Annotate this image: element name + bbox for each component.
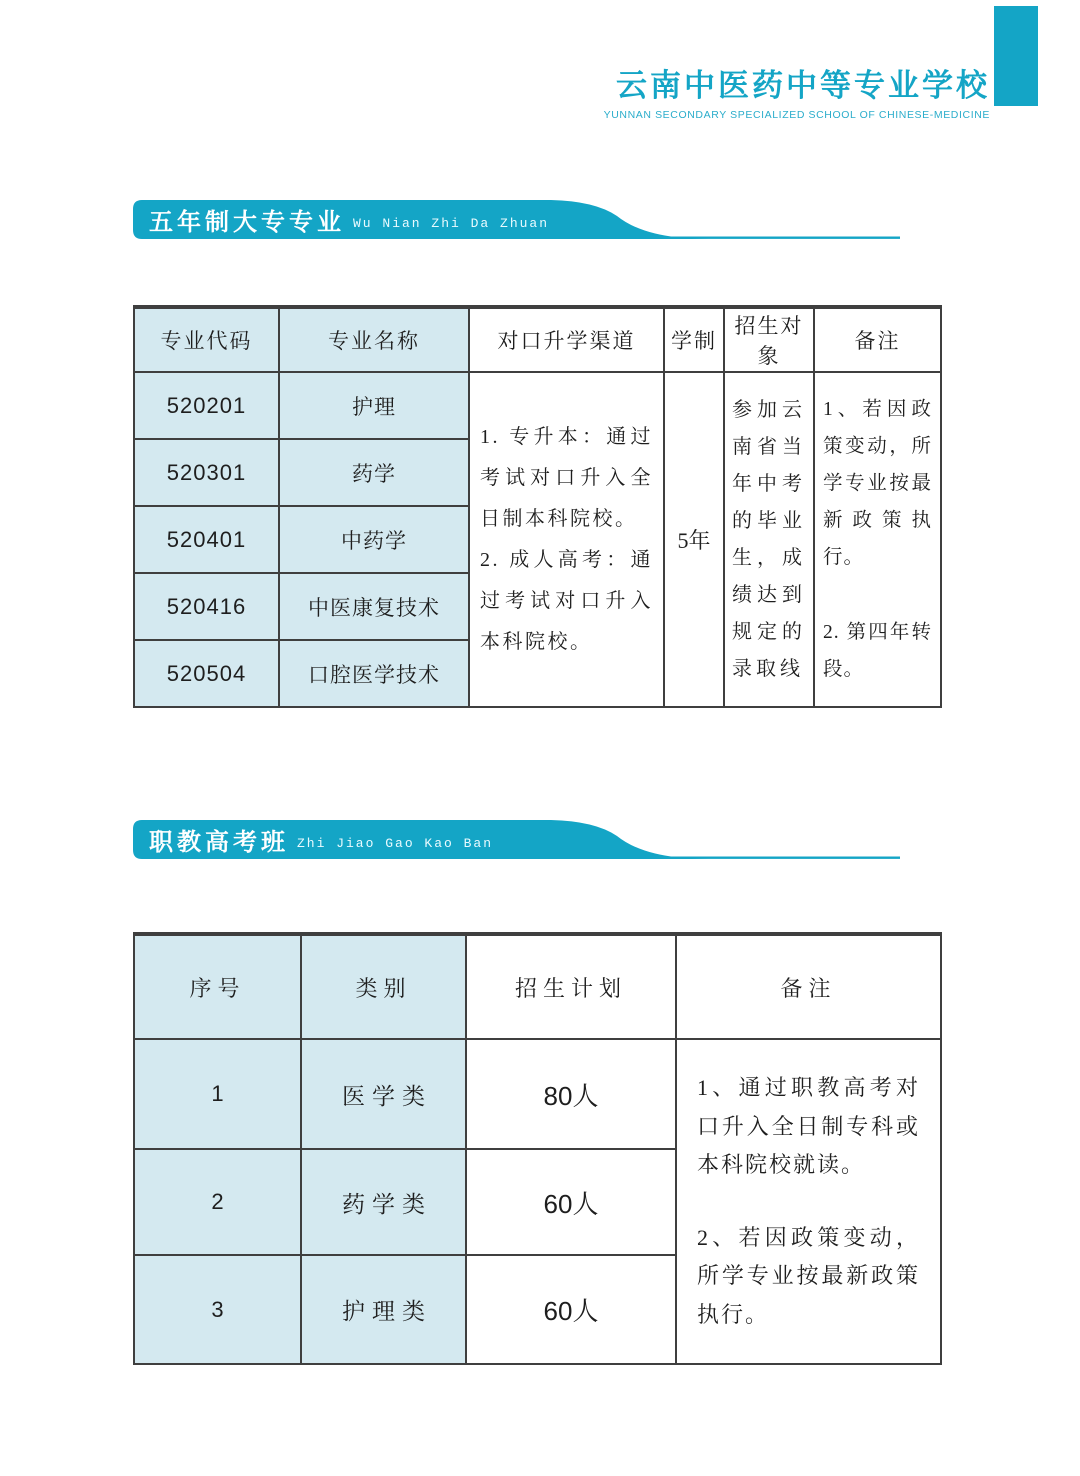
major-name: 护理 — [279, 372, 469, 439]
major-name: 口腔医学技术 — [279, 640, 469, 707]
major-code: 520504 — [134, 640, 279, 707]
major-name: 药学 — [279, 439, 469, 506]
remark-item-1: 1、通过职教高考对口升入全日制专科或本科院校就读。 — [697, 1075, 920, 1177]
major-code: 520416 — [134, 573, 279, 640]
corner-accent-bar — [994, 6, 1038, 106]
five-year-majors-table — [133, 305, 942, 708]
table-header-row — [134, 307, 941, 372]
remark-cell — [814, 372, 941, 707]
banner-text — [149, 200, 549, 239]
table-row — [134, 372, 941, 439]
section-title-chinese: 五年制大专专业 — [149, 210, 345, 236]
major-name: 中药学 — [279, 506, 469, 573]
enrollment-plan: 80人 — [466, 1039, 676, 1149]
col-header-duration: 学制 — [664, 307, 724, 372]
remark-item-1: 1、若因政策变动，所学专业按最新政策执行。 — [823, 398, 932, 569]
vocational-exam-class-table — [133, 932, 942, 1365]
serial-number: 3 — [134, 1255, 301, 1364]
major-code: 520201 — [134, 372, 279, 439]
remark-item-2: 2. 第四年转段。 — [823, 622, 932, 681]
enrollment-plan: 60人 — [466, 1255, 676, 1364]
major-code: 520301 — [134, 439, 279, 506]
enrollment-target-cell — [724, 372, 814, 707]
table-header-row — [134, 934, 941, 1039]
category: 药学类 — [301, 1149, 466, 1255]
section-banner-vocational-exam-class — [133, 820, 903, 862]
channel-item-2: 2. 成人高考：通过考试对口升入本科院校。 — [480, 548, 653, 653]
channel-item-1: 1. 专升本：通过考试对口升入全日制本科院校。 — [480, 425, 653, 530]
col-header-promotion-channel: 对口升学渠道 — [469, 307, 664, 372]
section-title-pinyin: Zhi Jiao Gao Kao Ban — [297, 835, 494, 851]
remark-item-2: 2、若因政策变动，所学专业按最新政策执行。 — [697, 1224, 920, 1327]
remark-cell — [676, 1039, 941, 1364]
school-name-english: YUNNAN SECONDARY SPECIALIZED SCHOOL OF CHINESE-MEDICINE — [603, 109, 990, 121]
col-header-remark: 备注 — [676, 934, 941, 1039]
col-header-enrollment-plan: 招生计划 — [466, 934, 676, 1039]
category: 护理类 — [301, 1255, 466, 1364]
major-name: 中医康复技术 — [279, 573, 469, 640]
serial-number: 1 — [134, 1039, 301, 1149]
duration-cell: 5年 — [664, 372, 724, 707]
col-header-target: 招生对象 — [724, 307, 814, 372]
promotion-channel-cell — [469, 372, 664, 707]
enrollment-target-text: 参加云南省当年中考的毕业生，成绩达到规定的录取线 — [732, 398, 806, 680]
table-row — [134, 1039, 941, 1149]
school-name-chinese: 云南中医药中等专业学校 — [616, 68, 990, 103]
banner-text — [149, 820, 493, 859]
col-header-major-name: 专业名称 — [279, 307, 469, 372]
category: 医学类 — [301, 1039, 466, 1149]
col-header-serial-number: 序号 — [134, 934, 301, 1039]
section-title-chinese: 职教高考班 — [149, 830, 289, 856]
serial-number: 2 — [134, 1149, 301, 1255]
col-header-remark: 备注 — [814, 307, 941, 372]
col-header-category: 类别 — [301, 934, 466, 1039]
enrollment-plan: 60人 — [466, 1149, 676, 1255]
major-code: 520401 — [134, 506, 279, 573]
col-header-major-code: 专业代码 — [134, 307, 279, 372]
section-banner-five-year-college — [133, 200, 903, 242]
section-title-pinyin: Wu Nian Zhi Da Zhuan — [353, 215, 550, 231]
school-header — [604, 60, 990, 121]
